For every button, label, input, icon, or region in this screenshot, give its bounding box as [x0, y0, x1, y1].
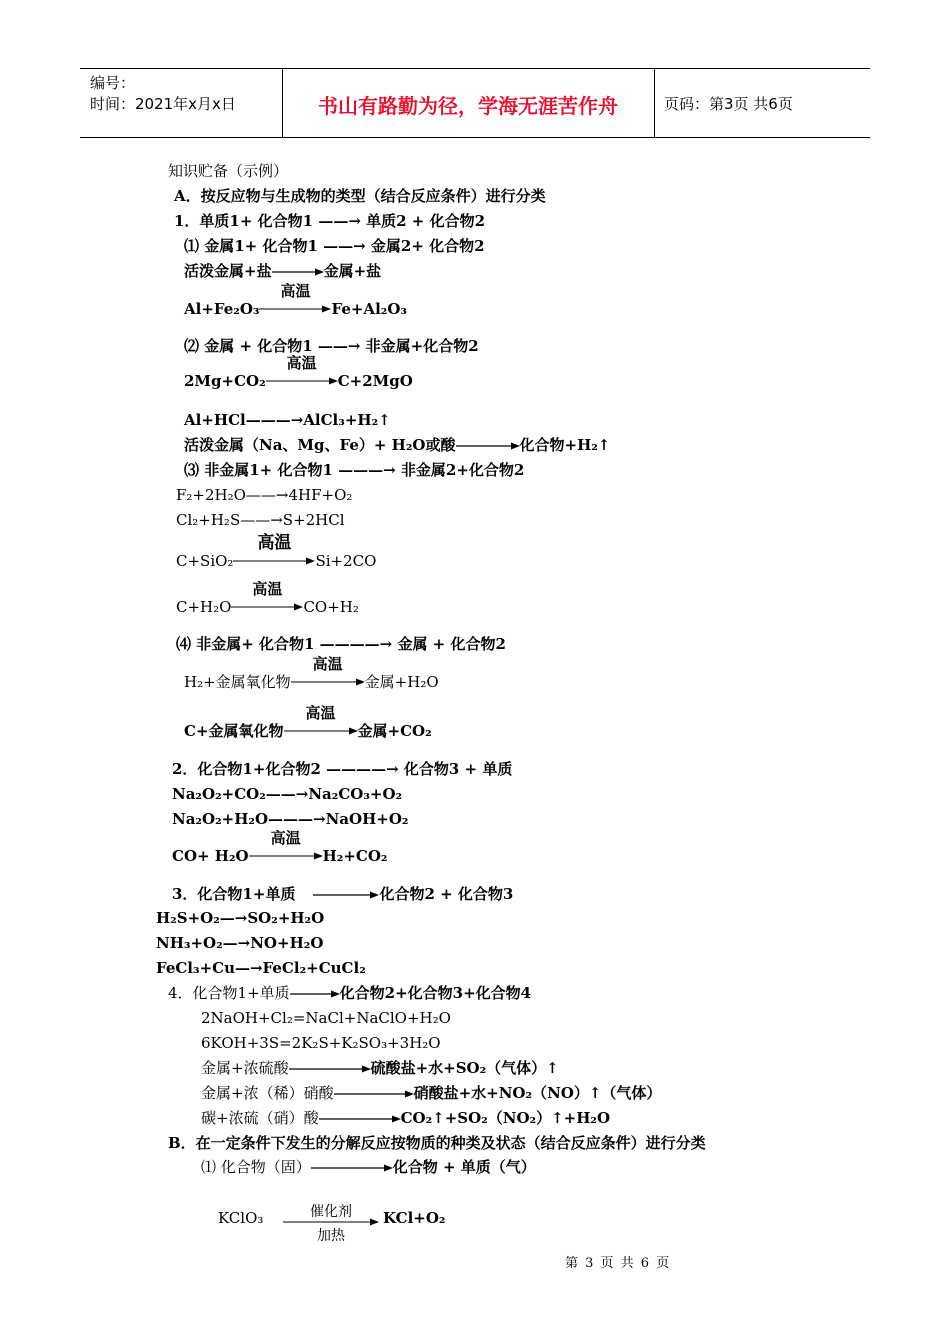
condition-arrow: [231, 580, 303, 612]
reaction-line: F₂+2H₂O——→4HF+O₂: [176, 486, 353, 504]
reactant-text: Al+Fe₂O₃: [184, 300, 260, 318]
product-text: 硝酸盐+水+NO₂（NO）↑（气体）: [413, 1084, 662, 1102]
product-text: 硫酸盐+水+SO₂（气体）↑: [370, 1059, 559, 1077]
subcategory-heading: ⑶ 非金属1+ 化合物1 ———→ 非金属2+化合物2: [184, 461, 525, 479]
header-motto: 书山有路勤为径，学海无涯苦作舟: [318, 94, 618, 118]
reaction-line: [172, 829, 388, 866]
arrow-icon: [313, 890, 379, 900]
document-date: 时间：2021年x月x日: [90, 95, 236, 113]
arrow-icon: [272, 267, 324, 277]
condition-label: 高温: [270, 829, 301, 847]
subcategory-heading: [201, 1157, 536, 1177]
arrow-icon: [290, 989, 340, 999]
category-1-heading: 1．单质1+ 化合物1 ——→ 单质2 + 化合物2: [174, 212, 486, 230]
reaction-line: [176, 533, 377, 571]
product-text: 金属+H₂O: [364, 673, 439, 691]
reaction-line: [201, 1083, 661, 1103]
reaction-line: [184, 655, 439, 692]
subcategory-heading: ⑷ 非金属+ 化合物1 ————→ 金属 + 化合物2: [176, 635, 506, 653]
header-page-info: 页码：第3页 共6页: [664, 95, 793, 113]
condition-label: 高温: [280, 282, 311, 300]
product-text: CO₂↑+SO₂（NO₂）↑+H₂O: [400, 1109, 611, 1127]
product-text: 金属+盐: [323, 262, 382, 280]
section-b-heading: B．在一定条件下发生的分解反应按物质的种类及状态（结合反应条件）进行分类: [168, 1134, 706, 1152]
reactant-text: 金属+浓（稀）硝酸: [201, 1084, 334, 1102]
reactant-text: ⑴ 化合物（固）: [201, 1158, 311, 1176]
reactant-text: 3．化合物1+单质: [172, 885, 296, 903]
reaction-line: Na₂O₂+CO₂——→Na₂CO₃+O₂: [172, 785, 403, 803]
reaction-line: H₂S+O₂—→SO₂+H₂O: [156, 909, 325, 927]
product-text: 金属+CO₂: [357, 722, 432, 740]
condition-arrow: [249, 829, 323, 861]
product-text: 化合物2 + 化合物3: [379, 885, 514, 903]
arrow-icon: [289, 1064, 371, 1074]
condition-arrow: [283, 1198, 379, 1244]
reaction-line: Al+HCl———→AlCl₃+H₂↑: [184, 411, 391, 429]
subcategory-heading: ⑵ 金属 + 化合物1 ——→ 非金属+化合物2: [184, 337, 479, 355]
reaction-line: [184, 435, 610, 455]
reaction-line: [184, 354, 413, 391]
condition-arrow: [291, 655, 365, 687]
condition-arrow: [284, 704, 358, 736]
reactant-text: 4．化合物1+单质: [168, 984, 290, 1002]
reaction-line: 6KOH+3S=2K₂S+K₂SO₃+3H₂O: [201, 1034, 441, 1052]
category-4-heading: [168, 983, 531, 1003]
reactant-text: 活泼金属（Na、Mg、Fe）+ H₂O或酸: [184, 436, 456, 454]
product-text: C+2MgO: [337, 372, 413, 390]
reactant-text: KClO₃: [218, 1209, 264, 1227]
condition-label: 高温: [257, 533, 292, 553]
product-text: CO+H₂: [303, 598, 359, 616]
product-text: KCl+O₂: [383, 1209, 446, 1227]
arrow-icon: [456, 441, 520, 451]
condition-arrow: [259, 282, 331, 314]
page-footer: 第 3 页 共 6 页: [565, 1256, 670, 1271]
reaction-line: Cl₂+H₂S——→S+2HCl: [176, 511, 345, 529]
document-number: 编号：: [90, 74, 136, 92]
condition-label: 高温: [305, 704, 336, 722]
reactant-text: C+金属氧化物: [184, 722, 284, 740]
condition-arrow: [233, 533, 315, 566]
reactant-text: C+SiO₂: [176, 552, 234, 570]
reaction-line: [184, 704, 432, 741]
reactant-text: H₂+金属氧化物: [184, 673, 291, 691]
header-meta: [90, 73, 236, 115]
condition-label: 高温: [286, 354, 317, 372]
arrow-icon: [319, 1114, 401, 1124]
reaction-line: NH₃+O₂—→NO+H₂O: [156, 934, 324, 952]
reaction-line: FeCl₃+Cu—→FeCl₂+CuCl₂: [156, 959, 366, 977]
reactant-text: 碳+浓硫（硝）酸: [201, 1109, 319, 1127]
catalyst-label: 催化剂: [310, 1204, 352, 1220]
reaction-line: [176, 580, 359, 617]
section-intro: 知识贮备（示例）: [168, 162, 289, 180]
heating-label: 加热: [317, 1228, 345, 1244]
product-text: 化合物2+化合物3+化合物4: [339, 984, 532, 1002]
reaction-line: Na₂O₂+H₂O———→NaOH+O₂: [172, 810, 409, 828]
product-text: H₂+CO₂: [322, 847, 388, 865]
product-text: Fe+Al₂O₃: [331, 300, 407, 318]
reactant-text: 活泼金属+盐: [184, 262, 272, 280]
reaction-line: [201, 1058, 559, 1078]
product-text: 化合物+H₂↑: [519, 436, 611, 454]
condition-arrow: [266, 354, 338, 386]
arrow-icon: [311, 1163, 393, 1173]
category-2-heading: 2．化合物1+化合物2 ————→ 化合物3 + 单质: [172, 760, 513, 778]
condition-label: 高温: [312, 655, 343, 673]
product-text: Si+2CO: [315, 552, 377, 570]
reaction-line: [184, 282, 407, 319]
reaction-line: [184, 261, 381, 281]
arrow-icon: [334, 1089, 414, 1099]
reactant-text: CO+ H₂O: [172, 847, 249, 865]
reaction-line: [201, 1108, 610, 1128]
product-text: 化合物 + 单质（气）: [392, 1158, 536, 1176]
section-a-heading: A．按反应物与生成物的类型（结合反应条件）进行分类: [174, 187, 546, 205]
reaction-line: 2NaOH+Cl₂=NaCl+NaClO+H₂O: [201, 1009, 451, 1027]
condition-label: 高温: [252, 580, 283, 598]
page-header: [80, 68, 870, 138]
header-divider: [654, 69, 655, 137]
reactant-text: 2Mg+CO₂: [184, 372, 266, 390]
reactant-text: C+H₂O: [176, 598, 232, 616]
reactant-text: 金属+浓硫酸: [201, 1059, 289, 1077]
subcategory-heading: ⑴ 金属1+ 化合物1 ——→ 金属2+ 化合物2: [184, 237, 485, 255]
category-3-heading: [172, 884, 513, 904]
